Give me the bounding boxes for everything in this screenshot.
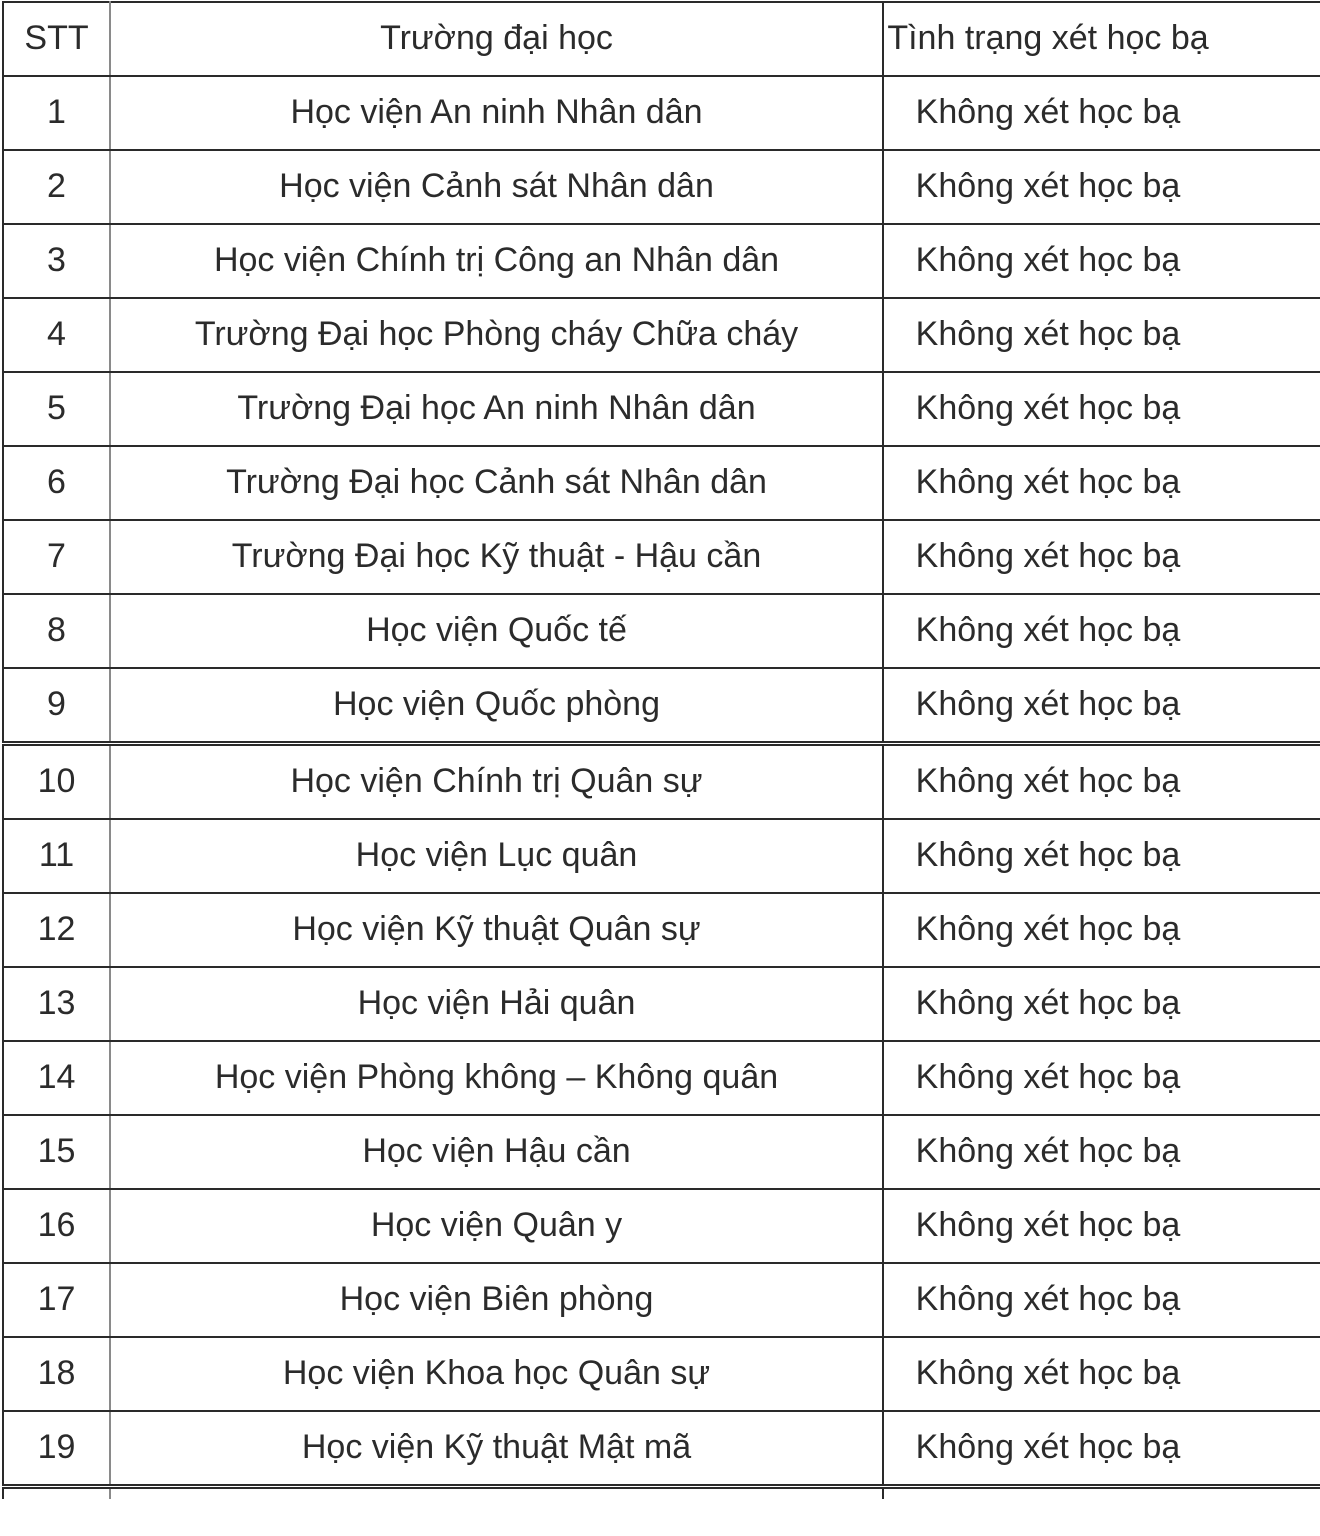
table-header-row [3,2,1320,76]
cell-school: Học viện An ninh Nhân dân [110,76,883,150]
cell-school-empty [110,1487,883,1500]
cell-school: Học viện Hậu cần [110,1115,883,1189]
cell-stt: 3 [3,224,110,298]
table-row [3,1411,1320,1487]
cell-stt: 18 [3,1337,110,1411]
cell-status-empty [883,1487,1320,1500]
table-row [3,967,1320,1041]
cell-status: Không xét học bạ [883,224,1320,298]
cell-status: Không xét học bạ [883,594,1320,668]
cell-school: Học viện Biên phòng [110,1263,883,1337]
cell-status: Không xét học bạ [883,967,1320,1041]
table-row [3,372,1320,446]
table-row [3,744,1320,820]
cell-stt: 15 [3,1115,110,1189]
table-row [3,150,1320,224]
cell-school: Học viện Quốc tế [110,594,883,668]
cell-status: Không xét học bạ [883,1411,1320,1487]
cell-stt: 13 [3,967,110,1041]
cell-stt: 19 [3,1411,110,1487]
table-row [3,76,1320,150]
cell-stt: 17 [3,1263,110,1337]
cell-stt: 7 [3,520,110,594]
table-row [3,668,1320,744]
cell-school: Trường Đại học An ninh Nhân dân [110,372,883,446]
cell-status: Không xét học bạ [883,372,1320,446]
cell-school: Học viện Chính trị Công an Nhân dân [110,224,883,298]
table-row [3,446,1320,520]
cell-status: Không xét học bạ [883,893,1320,967]
cell-status: Không xét học bạ [883,298,1320,372]
cell-status: Không xét học bạ [883,76,1320,150]
cell-stt: 4 [3,298,110,372]
cell-status: Không xét học bạ [883,1041,1320,1115]
table-row [3,298,1320,372]
cell-status: Không xét học bạ [883,819,1320,893]
table-row-cut-off [3,1487,1320,1500]
cell-status: Không xét học bạ [883,150,1320,224]
table-row [3,1337,1320,1411]
cell-stt: 10 [3,744,110,820]
table-row [3,893,1320,967]
cell-stt: 1 [3,76,110,150]
cell-school: Học viện Quân y [110,1189,883,1263]
table-row [3,224,1320,298]
cell-stt: 6 [3,446,110,520]
cell-stt: 14 [3,1041,110,1115]
cell-status: Không xét học bạ [883,520,1320,594]
cell-stt: 12 [3,893,110,967]
header-stt: STT [3,2,110,76]
cell-stt: 8 [3,594,110,668]
cell-stt: 5 [3,372,110,446]
admissions-table-container [2,1,1320,1499]
cell-school: Học viện Kỹ thuật Mật mã [110,1411,883,1487]
cell-stt: 2 [3,150,110,224]
cell-status: Không xét học bạ [883,1263,1320,1337]
cell-school: Trường Đại học Phòng cháy Chữa cháy [110,298,883,372]
cell-school: Học viện Lục quân [110,819,883,893]
table-row [3,1041,1320,1115]
cell-school: Học viện Hải quân [110,967,883,1041]
cell-school: Trường Đại học Kỹ thuật - Hậu cần [110,520,883,594]
cell-stt: 16 [3,1189,110,1263]
cell-school: Học viện Cảnh sát Nhân dân [110,150,883,224]
cell-stt: 11 [3,819,110,893]
header-status: Tình trạng xét học bạ [883,2,1320,76]
table-row [3,819,1320,893]
cell-school: Học viện Phòng không – Không quân [110,1041,883,1115]
table-row [3,594,1320,668]
cell-school: Trường Đại học Cảnh sát Nhân dân [110,446,883,520]
admissions-table [2,1,1320,1499]
table-row [3,1263,1320,1337]
cell-status: Không xét học bạ [883,1337,1320,1411]
cell-status: Không xét học bạ [883,1115,1320,1189]
cell-status: Không xét học bạ [883,1189,1320,1263]
header-school: Trường đại học [110,2,883,76]
cell-school: Học viện Khoa học Quân sự [110,1337,883,1411]
cell-status: Không xét học bạ [883,668,1320,744]
cell-school: Học viện Quốc phòng [110,668,883,744]
cell-stt: 9 [3,668,110,744]
cell-status: Không xét học bạ [883,744,1320,820]
cell-school: Học viện Kỹ thuật Quân sự [110,893,883,967]
cell-stt-empty [3,1487,110,1500]
table-row [3,1115,1320,1189]
cell-school: Học viện Chính trị Quân sự [110,744,883,820]
cell-status: Không xét học bạ [883,446,1320,520]
table-row [3,520,1320,594]
table-row [3,1189,1320,1263]
